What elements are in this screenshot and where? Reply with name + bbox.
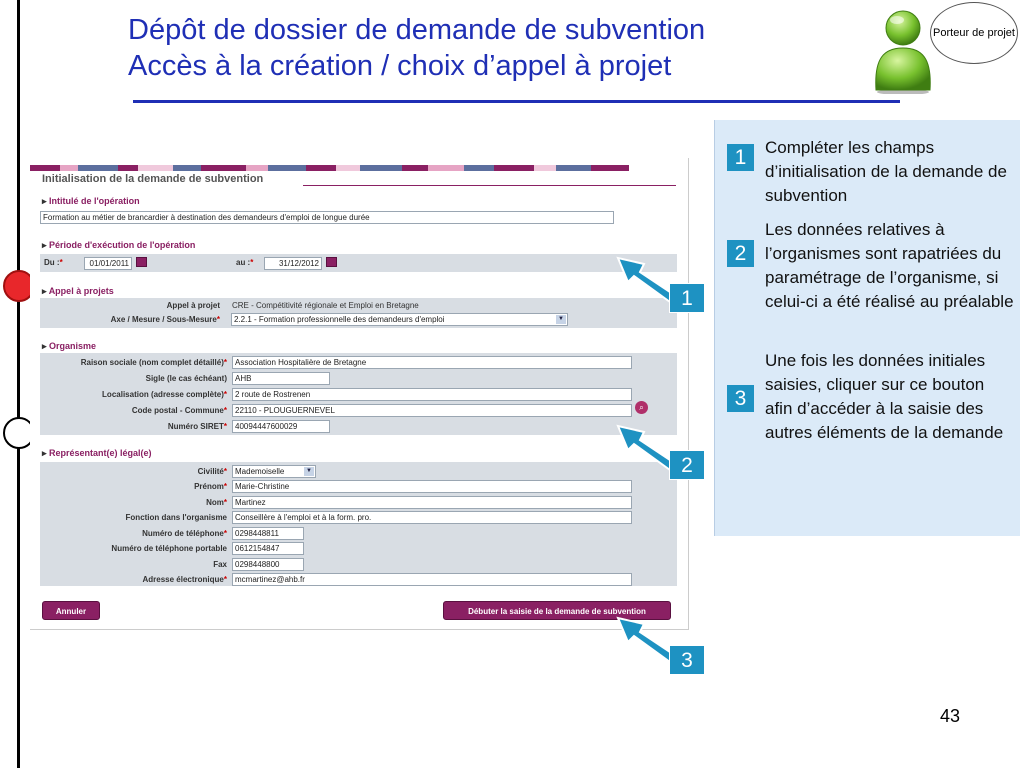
representant-label: Adresse électronique* — [142, 575, 227, 584]
info-panel — [714, 120, 1020, 536]
step-text-3: Une fois les données initiales saisies, cliquer sur ce bouton afin d’accéder à la saisie des autres éléments de la demande — [765, 351, 1004, 442]
section-organisme: ▸ Organisme — [42, 341, 96, 352]
axe-label: Axe / Mesure / Sous-Mesure* — [110, 315, 220, 324]
porteur-label: Porteur de projet — [933, 26, 1015, 39]
appel-label: Appel à projet — [166, 301, 220, 310]
badge-1: 1 — [669, 283, 705, 313]
organisme-label: Numéro SIRET* — [167, 422, 227, 431]
axe-select[interactable] — [231, 313, 568, 326]
civilite-select[interactable] — [232, 465, 316, 478]
search-icon[interactable]: ⌕ — [635, 401, 648, 414]
axe-select-value: 2.2.1 - Formation professionnelle des demandeurs d'emploi — [234, 315, 445, 324]
date-start-input[interactable]: 01/01/2011 — [84, 257, 132, 270]
organisme-input[interactable]: Association Hospitalière de Bretagne — [232, 356, 632, 369]
badge-3: 3 — [669, 645, 705, 675]
chevron-down-icon[interactable]: ▼ — [556, 315, 566, 324]
person-icon — [870, 8, 936, 99]
title-line-1: Dépôt de dossier de demande de subvention — [128, 14, 706, 46]
step-number-2: 2 — [727, 240, 754, 267]
organisme-input[interactable]: 40094447600029 — [232, 420, 330, 433]
badge-2: 2 — [669, 450, 705, 480]
porteur-bubble — [930, 2, 1018, 64]
cancel-button[interactable]: Annuler — [42, 601, 100, 620]
appel-value: CRE - Compétitivité régionale et Emploi en Bretagne — [232, 301, 419, 310]
section-appel: ▸ Appel à projets — [42, 286, 114, 297]
page-number: 43 — [940, 706, 961, 726]
organisme-input[interactable]: 22110 - PLOUGUERNEVEL — [232, 404, 632, 417]
organisme-label: Code postal - Commune* — [131, 406, 227, 415]
calendar-icon[interactable] — [136, 257, 147, 267]
representant-input[interactable]: mcmartinez@ahb.fr — [232, 573, 632, 586]
organisme-label: Sigle (le cas échéant) — [145, 374, 227, 383]
step-number-1: 1 — [727, 144, 754, 171]
civilite-select-value: Mademoiselle — [235, 467, 285, 476]
section-intitule: ▸ Intitulé de l'opération — [42, 196, 140, 207]
decorative-stripe — [30, 158, 689, 164]
civilite-label: Civilité* — [197, 467, 227, 476]
start-application-button[interactable]: Débuter la saisie de la demande de subvention — [443, 601, 671, 620]
timeline-line — [17, 0, 20, 768]
section-periode: ▸ Période d'exécution de l'opération — [42, 240, 195, 251]
form-title-rule — [303, 185, 676, 186]
organisme-label: Localisation (adresse complète)* — [102, 390, 227, 399]
step-number-3: 3 — [727, 385, 754, 412]
representant-input[interactable]: 0298448811 — [232, 527, 304, 540]
representant-label: Fonction dans l'organisme — [125, 513, 227, 522]
du-label: Du :* — [44, 258, 63, 267]
form-title: Initialisation de la demande de subvention — [42, 173, 264, 185]
chevron-down-icon[interactable]: ▼ — [304, 467, 314, 476]
title-underline — [133, 100, 900, 103]
slide-title — [128, 12, 705, 84]
representant-input[interactable]: Conseillère à l'emploi et à la form. pro. — [232, 511, 632, 524]
representant-input[interactable]: 0612154847 — [232, 542, 304, 555]
step-text-2: Les données relatives à l’organismes sont rapatriées du paramétrage de l’organisme, si celui-ci a été réalisé au préalable — [765, 220, 1014, 311]
date-end-input[interactable]: 31/12/2012 — [264, 257, 322, 270]
representant-input[interactable]: Martinez — [232, 496, 632, 509]
calendar-icon[interactable] — [326, 257, 337, 267]
title-line-2: Accès à la création / choix d’appel à projet — [128, 50, 672, 82]
au-label: au :* — [236, 258, 254, 267]
representant-label: Nom* — [206, 497, 227, 507]
representant-label: Numéro de téléphone* — [142, 528, 227, 538]
section-representant: ▸ Représentant(e) légal(e) — [42, 448, 152, 459]
representant-label: Prénom* — [194, 482, 227, 491]
organisme-input[interactable]: 2 route de Rostrenen — [232, 388, 632, 401]
organisme-label: Raison sociale (nom complet détaillé)* — [80, 358, 227, 367]
step-text-1: Compléter les champs d’initialisation de la demande de subvention — [765, 138, 1007, 205]
representant-input[interactable]: Marie-Christine — [232, 480, 632, 493]
form-screenshot — [30, 158, 689, 630]
intitule-input[interactable]: Formation au métier de brancardier à destination des demandeurs d'emploi de longue durée — [40, 211, 614, 224]
representant-input[interactable]: 0298448800 — [232, 558, 304, 571]
representant-label: Numéro de téléphone portable — [111, 544, 227, 553]
organisme-input[interactable]: AHB — [232, 372, 330, 385]
representant-label: Fax — [213, 559, 227, 569]
